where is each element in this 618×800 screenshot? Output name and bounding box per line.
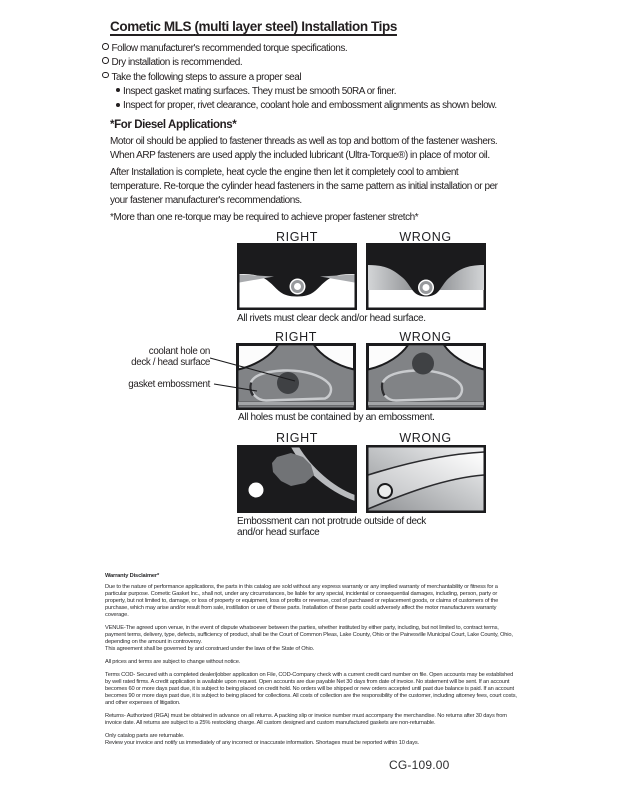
embossment-inside-deck-image bbox=[237, 445, 357, 513]
row2-wrong-label: WRONG bbox=[399, 330, 452, 344]
disclaimer-paragraph: Terms COD- Secured with a completed dealer/jobber application on File, COD-Company check with a current credit card number on file. Open accounts may be established by well rated firms. A credit application is available upon request. Open accounts are due payable Net 30 days from date of invoice. No statement will be sent. If an account becomes 60 or more days past due, it is subject to being placed on credit hold. No orders will be shipped or new orders accepted until past due balance is paid. If an account becomes 90 or more days past due, it is subject to being placed for collections. All costs of collection are the responsibility of the customer, including attorney fees, court costs, and other expenses of litigation. bbox=[105, 672, 517, 706]
installation-tips-list bbox=[102, 42, 547, 113]
list-sub-item bbox=[102, 85, 547, 99]
diesel-paragraph-1: Motor oil should be applied to fastener threads as well as top and bottom of the fastener washers. When ARP fasteners are used apply the included lubricant (Ultra-Torque®) in place of motor oil. bbox=[110, 136, 498, 161]
open-bullet-icon bbox=[102, 43, 109, 50]
disclaimer-paragraph: Only catalog parts are returnable. bbox=[105, 733, 185, 739]
embossment-wrong-illustration bbox=[366, 343, 486, 410]
diesel-applications-heading: *For Diesel Applications* bbox=[110, 119, 237, 131]
disclaimer-paragraph: VENUE-The agreed upon venue, in the event of dispute whatsoever between the parties, whether instituted by either party, including, but not limited to, contract terms, payment terms, delivery, type, defects, sufficiency of product, shall be the Court of Common Pleas, Lake County, Ohio or the Painesville Municipal Court, Lake County, Ohio, depending on the amount in controversy. bbox=[105, 625, 513, 645]
row3-caption bbox=[237, 517, 467, 538]
warranty-disclaimer bbox=[105, 573, 519, 747]
disclaimer-heading: Warranty Disclaimer* bbox=[105, 573, 160, 579]
row1-wrong-label: WRONG bbox=[399, 230, 452, 244]
list-item-text: Take the following steps to assure a proper seal bbox=[111, 71, 302, 83]
page-title: Cometic MLS (multi layer steel) Installation Tips bbox=[110, 19, 397, 34]
list-item bbox=[102, 56, 547, 70]
page-code: CG-109.00 bbox=[389, 758, 450, 772]
disclaimer-paragraph: All prices and terms are subject to change without notice. bbox=[105, 659, 241, 665]
row3-caption-line1: Embossment can not protrude outside of deck bbox=[237, 516, 426, 527]
deck-edge-wrong-illustration bbox=[366, 445, 486, 513]
row2-caption: All holes must be contained by an embossment. bbox=[238, 412, 435, 423]
leader-lines bbox=[105, 341, 305, 397]
row3-right-label: RIGHT bbox=[276, 431, 318, 445]
coolant-hole-label-line1: coolant hole on bbox=[148, 346, 210, 357]
rivet-wrong-illustration bbox=[366, 243, 486, 310]
list-item-text: Inspect gasket mating surfaces. They must be smooth 50RA or finer. bbox=[123, 85, 397, 97]
disclaimer-paragraph: This agreement shall be governed by and construed under the laws of the State of Ohio. bbox=[105, 646, 315, 652]
diesel-paragraph-2: After Installation is complete, heat cycle the engine then let it completely cool to ambient temperature. Re-torque the cylinder head fasteners in the same pattern as initial installation or per your fastener manufacturer's recommendations. bbox=[110, 167, 498, 206]
row2-right-label: RIGHT bbox=[275, 330, 317, 344]
row1-caption: All rivets must clear deck and/or head surface. bbox=[237, 313, 426, 324]
list-item-text: Dry installation is recommended. bbox=[111, 57, 243, 69]
deck-edge-right-illustration bbox=[237, 445, 357, 513]
rivet-clear-image bbox=[237, 243, 357, 310]
list-sub-item bbox=[102, 99, 547, 113]
coolant-hole-label-line2: deck / head surface bbox=[131, 357, 210, 368]
disclaimer-paragraph: Returns- Authorized (RGA) must be obtained in advance on all returns. A packing slip or invoice number must accompany the merchandise. No returns after 30 days from invoice date. All returns are subject to a 25% restocking charge. All custom designed and custom manufactured gaskets are non-returnable. bbox=[105, 713, 507, 726]
disclaimer-paragraph: Due to the nature of performance applications, the parts in this catalog are sold without any express warranty or any implied warranty of merchantability or fitness for a particular purpose. Cometic Gasket Inc., shall not, under any circumstances, be liable for any special, incidental or consequential damages, including, person, party or property, but not limited to, damage, or loss of property or equipment, loss of profits or revenue, cost of purchased or replacement goods, or claims of customers of the purchase, which may arise and/or result from sale, instillation or use of these parts. Installation of these parts could adversely affect the motor manufacturers warranty coverage. bbox=[105, 584, 499, 618]
open-bullet-icon bbox=[102, 72, 109, 79]
list-item bbox=[102, 42, 547, 56]
disclaimer-paragraph: Review your invoice and notify us immediately of any incorrect or inaccurate information. Shortages must be reported within 10 days. bbox=[105, 740, 420, 746]
list-item bbox=[102, 71, 547, 85]
embossment-protruding-image bbox=[366, 445, 486, 513]
filled-bullet-icon bbox=[116, 103, 120, 107]
rivet-right-illustration bbox=[237, 243, 357, 310]
row3-wrong-label: WRONG bbox=[399, 431, 452, 445]
row1-right-label: RIGHT bbox=[276, 230, 318, 244]
row3-caption-line2: and/or head surface bbox=[237, 526, 320, 538]
list-item-text: Follow manufacturer's recommended torque specifications. bbox=[111, 43, 348, 54]
retorque-note: *More than one re-torque may be required to achieve proper fastener stretch* bbox=[110, 212, 419, 223]
filled-bullet-icon bbox=[116, 88, 120, 92]
gasket-embossment-label: gasket embossment bbox=[128, 379, 210, 390]
open-bullet-icon bbox=[102, 57, 109, 64]
list-item-text: Inspect for proper, rivet clearance, coolant hole and embossment alignments as shown below. bbox=[123, 100, 497, 112]
rivet-touching-image bbox=[366, 243, 486, 310]
hole-outside-image bbox=[366, 343, 486, 410]
label-pointer-lines bbox=[105, 341, 305, 397]
